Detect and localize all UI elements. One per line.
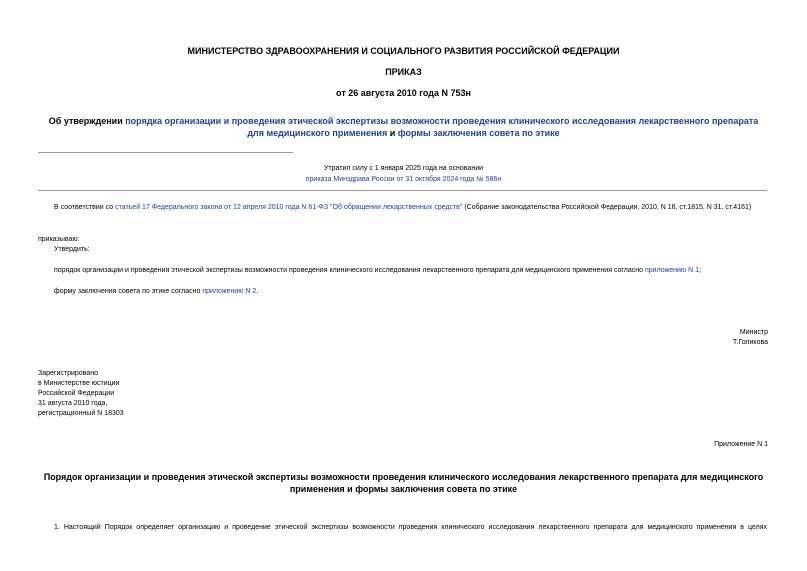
registration-block [38,369,124,419]
appendix-1-link[interactable]: приложению N 1 [645,267,700,274]
doc-type-heading: ПРИКАЗ [385,67,422,77]
signature-name: Т.Голикова [732,339,768,346]
doc-date-number: от 26 августа 2010 года N 753н [336,88,471,98]
item1-end: ; [699,267,701,274]
divider-long [38,190,767,191]
appendix-title: Порядок организации и проведения этической экспертизы возможности проведения клинического исследования лекарственного препарата для медицинского применения и формы заключения совета по этике [43,472,764,494]
repeal-order-link[interactable]: приказа Минздрава России от 31 октября 2024 года № 586н [305,176,502,183]
status-link-wrap [0,176,807,183]
title-prefix: Об утверждении [48,116,126,126]
divider-short [38,152,293,153]
approve-word: Утвердить: [54,246,90,253]
approve-item-2 [54,287,767,297]
intro-prefix: В соответствии со [54,204,116,211]
registration-line: 31 августа 2010 года, [38,400,108,407]
approve-item-1 [54,266,767,276]
status-line: Утратил силу с 1 января 2025 года на основании [323,165,484,172]
intro-suffix: (Собрание законодательства Российской Федерации, 2010, N 16, ст.1815, N 31, ст.4161) [462,204,752,211]
ministry-heading: МИНИСТЕРСТВО ЗДРАВООХРАНЕНИЯ И СОЦИАЛЬНОГО РАЗВИТИЯ РОССИЙСКОЙ ФЕДЕРАЦИИ [187,46,620,56]
appendix-paragraph-1: 1. Настоящий Порядок определяет организацию и проведение этической экспертизы возможности проведения клинического исследования лекарственного препарата для медицинского применения в целях [54,524,767,531]
item1-text: порядок организации и проведения этической экспертизы возможности проведения клинического исследования лекарственного препарата для медицинского применения согласно [54,267,645,274]
title-middle: и [387,128,398,138]
item2-text: форму заключения совета по этике согласно [54,288,203,295]
order-word: приказываю: [38,236,80,243]
law-article-link[interactable]: статьей 17 Федерального закона от 12 апреля 2010 года N 61-ФЗ "Об обращении лекарственных средств" [115,204,463,211]
document-title [40,115,767,139]
appendix-label: Приложение N 1 [714,441,768,448]
item2-end: . [256,288,259,295]
registration-line: Зарегистрировано [38,370,98,377]
appendix-2-link[interactable]: приложению N 2 [202,288,257,295]
intro-paragraph [38,203,767,213]
registration-line: регистрационный N 18303 [38,410,124,417]
title-link-form[interactable]: формы заключения совета по этике [397,128,560,138]
registration-line: в Министерстве юстиции [38,380,120,387]
signature-position: Министр [739,329,768,336]
registration-line: Российской Федерации [38,390,115,397]
title-link-procedure[interactable]: порядка организации и проведения этической экспертизы возможности проведения клинического исследования лекарственного препарата для медицинского применения [125,116,759,138]
